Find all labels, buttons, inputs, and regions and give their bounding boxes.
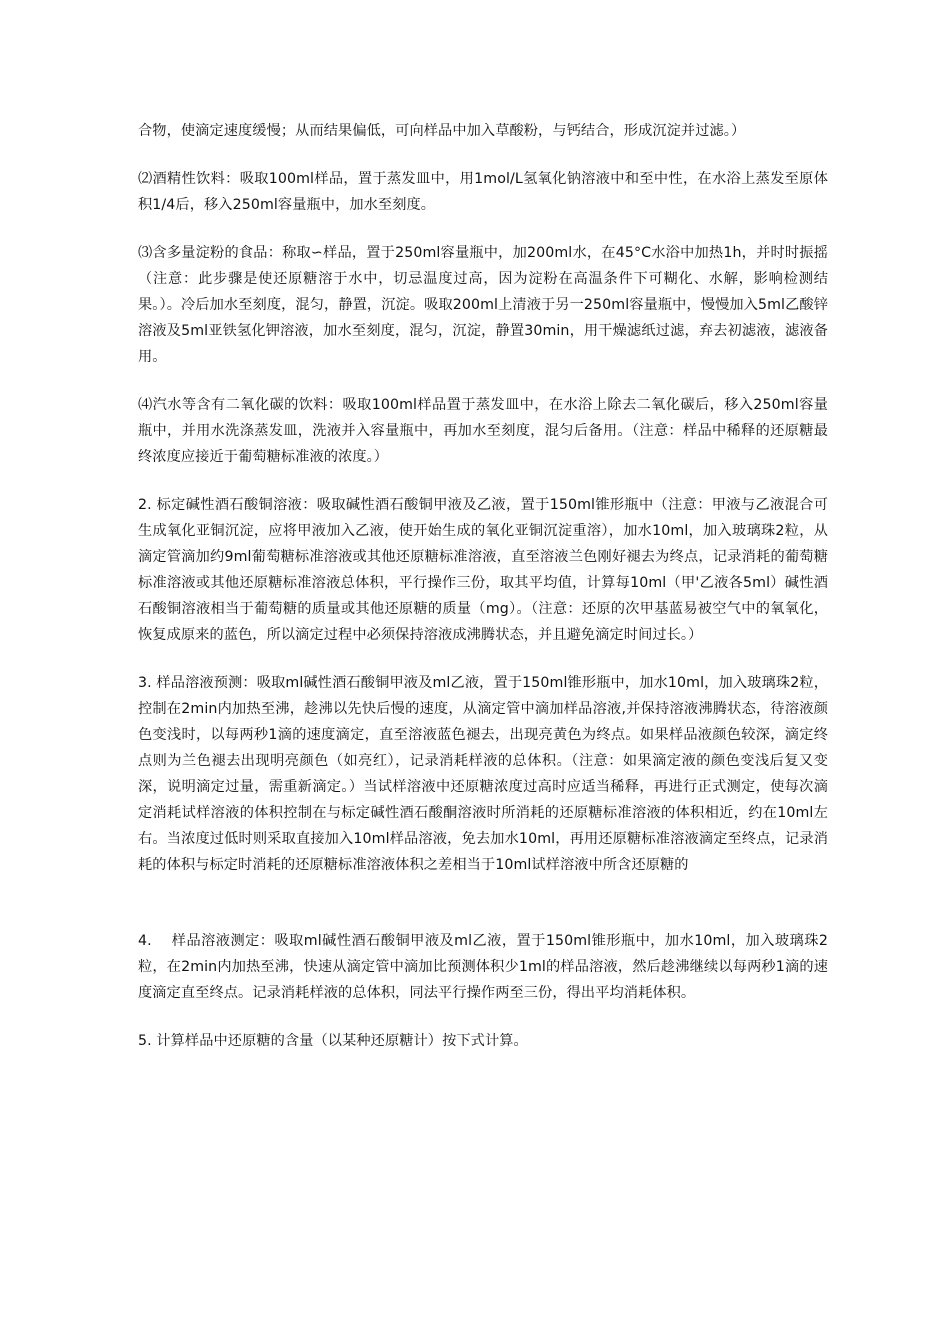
paragraph-step-2-calibration: 2. 标定碱性酒石酸铜溶液：吸取碱性酒石酸铜甲液及乙液，置于150ml锥形瓶中（注意：甲液与乙液混合可生成氧化亚铜沉淀，应将甲液加入乙液，使开始生成的氧化亚铜沉淀重溶），加水10ml，加入玻璃珠2粒，从滴定管滴加约9ml葡萄糖标准溶液或其他还原糖标准溶液，直至溶液兰色刚好褪去为终点，记录消耗的葡萄糖标准溶液或其他还原糖标准溶液总体积，平行操作三份，取其平均值，计算每10ml（甲'乙液各5ml）碱性酒石酸铜溶液相当于葡萄糖的质量或其他还原糖的质量（mg）。（注意：还原的次甲基蓝易被空气中的氧氧化，恢复成原来的蓝色，所以滴定过程中必须保持溶液成沸腾状态，并且避免滴定时间过长。）: [138, 497, 828, 643]
paragraph-alcoholic-beverage: ⑵酒精性饮料：吸取100ml样品，置于蒸发皿中，用1mol/L氢氧化钠溶液中和至中性，在水浴上蒸发至原体积1/4后，移入250ml容量瓶中，加水至刻度。: [138, 171, 828, 213]
paragraph-carbonated-beverage: ⑷汽水等含有二氧化碳的饮料：吸取100ml样品置于蒸发皿中，在水浴上除去二氧化碳后，移入250ml容量瓶中，并用水洗涤蒸发皿，洗液并入容量瓶中，再加水至刻度，混匀后备用。（注意：样品中稀释的还原糖最终浓度应接近于葡萄糖标准液的浓度。）: [138, 397, 828, 465]
paragraph-continuation: 合物，使滴定速度缓慢；从而结果偏低，可向样品中加入草酸粉，与钙结合，形成沉淀并过滤。）: [138, 123, 746, 139]
document-page: [138, 118, 828, 1054]
paragraph-step-4-measurement: 4. 样品溶液测定：吸取ml碱性酒石酸铜甲液及ml乙液，置于150ml锥形瓶中，加水10ml，加入玻璃珠2粒，在2min内加热至沸，快速从滴定管中滴加比预测体积少1ml的样品溶液，然后趁沸继续以每两秒1滴的速度滴定直至终点。记录消耗样液的总体积，同法平行操作两至三份，得出平均消耗体积。: [138, 933, 828, 1001]
paragraph-starch-food: ⑶含多量淀粉的食品：称取∽样品，置于250ml容量瓶中，加200ml水，在45°C水浴中加热1h，并时时振摇（注意：此步骤是使还原糖溶于水中，切忌温度过高，因为淀粉在高温条件下可糊化、水解，影响检测结果。）。冷后加水至刻度，混匀，静置，沉淀。吸取200ml上清液于另一250ml容量瓶中，慢慢加入5ml乙酸锌溶液及5ml亚铁氢化钾溶液，加水至刻度，混匀，沉淀，静置30min，用干燥滤纸过滤，弃去初滤液，滤液备用。: [138, 245, 828, 365]
paragraph-step-3-prediction: 3. 样品溶液预测：吸取ml碱性酒石酸铜甲液及ml乙液，置于150ml锥形瓶中，加水10ml，加入玻璃珠2粒，控制在2min内加热至沸，趁沸以先快后慢的速度，从滴定管中滴加样品溶液,并保持溶液沸腾状态，待溶液颜色变浅时，以每两秒1滴的速度滴定，直至溶液蓝色褪去，出现亮黄色为终点。如果样品液颜色较深，滴定终点则为兰色褪去出现明亮颜色（如亮红），记录消耗样液的总体积。（注意：如果滴定液的颜色变浅后复又变深，说明滴定过量，需重新滴定。）当试样溶液中还原糖浓度过高时应适当稀释，再进行正式测定，使每次滴定消耗试样溶液的体积控制在与标定碱性酒石酸酮溶液时所消耗的还原糖标准溶液的体积相近，约在10ml左右。当浓度过低时则采取直接加入10ml样品溶液，免去加水10ml，再用还原糖标准溶液滴定至终点，记录消耗的体积与标定时消耗的还原糖标准溶液体积之差相当于10ml试样溶液中所含还原糖的: [138, 675, 828, 873]
paragraph-step-5-calculation: 5. 计算样品中还原糖的含量（以某种还原糖计）按下式计算。: [138, 1033, 528, 1049]
